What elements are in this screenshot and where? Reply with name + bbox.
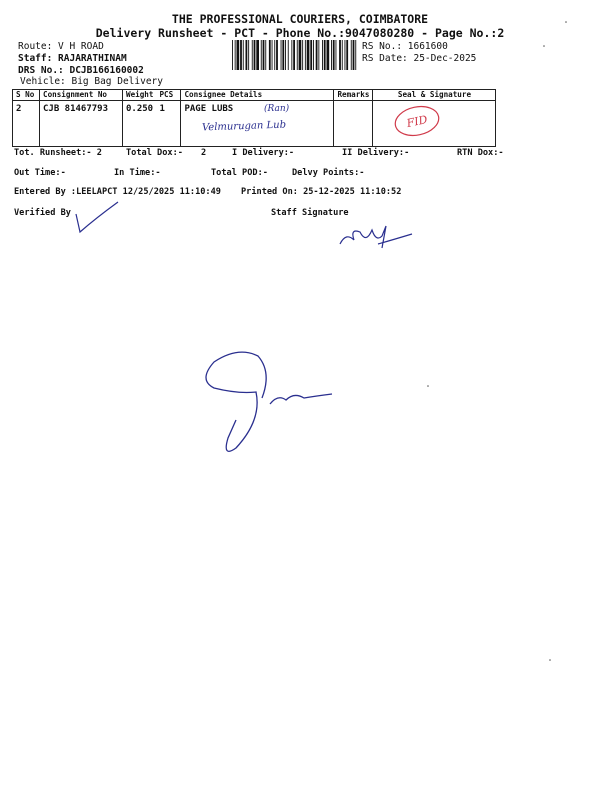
barcode-bar [324, 40, 326, 70]
ii-delivery: II Delivery:- [342, 148, 410, 158]
barcode-bar [269, 40, 271, 70]
barcode-bar [316, 40, 318, 70]
barcode-bar [327, 40, 330, 70]
i-delivery: I Delivery:- [232, 148, 295, 158]
barcode-bar [237, 40, 240, 70]
barcode-bar [232, 40, 233, 70]
cell-consignment: CJB 81467793 [40, 101, 123, 147]
barcode-bar [235, 40, 236, 70]
barcode-bar [288, 40, 289, 70]
barcode-bar [310, 40, 312, 70]
runsheet-table [12, 89, 496, 147]
col-consignment-header: Consignment No [40, 90, 123, 101]
col-pcs-header: PCS [156, 90, 181, 101]
barcode-bar [256, 40, 259, 70]
cell-remarks [334, 101, 373, 147]
staff-signature-label: Staff Signature [271, 208, 349, 218]
col-seal-header: Seal & Signature [373, 90, 496, 101]
delvy-points: Delvy Points:- [292, 168, 365, 178]
verified-checkmark [76, 202, 118, 232]
barcode-bar [299, 40, 302, 70]
out-time: Out Time:- [14, 168, 66, 178]
barcode-bar [254, 40, 256, 70]
cell-sno: 2 [13, 101, 40, 147]
barcode-bar [313, 40, 314, 70]
entered-by: Entered By :LEELAPCT 12/25/2025 11:10:49 [14, 187, 221, 197]
barcode-bar [342, 40, 343, 70]
tot-runsheet: Tot. Runsheet:- 2 [14, 148, 102, 158]
verified-by-label: Verified By [14, 208, 71, 218]
col-consignee-header: Consignee Details [181, 90, 334, 101]
large-signature-scribble [206, 352, 332, 451]
rs-number: RS No.: 1661600 [362, 41, 448, 52]
barcode-bar [318, 40, 319, 70]
col-remarks-header: Remarks [334, 90, 373, 101]
table-header-row [13, 90, 496, 101]
barcode-bar [274, 40, 275, 70]
staff-signature-scribble [340, 226, 412, 248]
barcode-bar [336, 40, 337, 70]
drs-label: DRS No.: DCJB166160002 [18, 65, 144, 76]
fid-stamp-text: FID [405, 112, 429, 131]
barcode-bar [265, 40, 266, 70]
barcode-bar [285, 40, 286, 70]
vehicle-label: Vehicle: Big Bag Delivery [20, 76, 163, 87]
cell-pcs: 1 [156, 101, 181, 147]
runsheet-subtitle: Delivery Runsheet - PCT - Phone No.:9047080280 - Page No.:2 [95, 26, 505, 40]
barcode-bar [291, 40, 292, 70]
barcode-bar [261, 40, 262, 70]
total-pod: Total POD:- [211, 168, 268, 178]
barcode-bar [281, 40, 282, 70]
cell-consignee: PAGE LUBS [181, 101, 334, 147]
barcode-bar [240, 40, 242, 70]
in-time: In Time:- [114, 168, 161, 178]
barcode-bar [252, 40, 253, 70]
barcode-bar [305, 40, 306, 70]
speck-mark [543, 45, 545, 47]
route-label: Route: V H ROAD [18, 41, 104, 52]
barcode-bar [297, 40, 298, 70]
barcode-bar [243, 40, 244, 70]
cell-weight: 0.250 [123, 101, 157, 147]
barcode-bar [351, 40, 352, 70]
barcode-bar [331, 40, 332, 70]
barcode-bar [293, 40, 295, 70]
barcode-bar [276, 40, 278, 70]
handwritten-ran-note: (Ran) [264, 104, 290, 114]
barcode-bar [263, 40, 265, 70]
cell-seal [373, 101, 496, 147]
barcode-bar [307, 40, 310, 70]
barcode-image [232, 40, 358, 70]
total-dox-label: Total Dox:- [126, 148, 183, 158]
speck-mark [549, 659, 551, 661]
staff-label: Staff: RAJARATHINAM [18, 53, 127, 64]
barcode-bar [333, 40, 335, 70]
barcode-bar [339, 40, 341, 70]
barcode-bar [248, 40, 249, 70]
speck-mark [427, 385, 429, 387]
barcode-bar [345, 40, 346, 70]
barcode-bar [302, 40, 303, 70]
col-sno-header: S No [13, 90, 40, 101]
barcode-bar [272, 40, 273, 70]
printed-on: Printed On: 25-12-2025 11:10:52 [241, 187, 402, 197]
rs-date: RS Date: 25-Dec-2025 [362, 53, 477, 64]
barcode-bar [282, 40, 284, 70]
barcode-bar [346, 40, 348, 70]
company-title: THE PROFESSIONAL COURIERS, COIMBATORE [171, 12, 429, 26]
barcode-bar [353, 40, 355, 70]
barcode-bar [355, 40, 356, 70]
barcode-bar [246, 40, 248, 70]
rtn-dox: RTN Dox:- [457, 148, 504, 158]
barcode-bar [322, 40, 323, 70]
handwritten-consignee-name: Velmurugan Lub [201, 119, 287, 134]
col-weight-header: Weight [123, 90, 157, 101]
total-dox-value: 2 [201, 148, 207, 158]
